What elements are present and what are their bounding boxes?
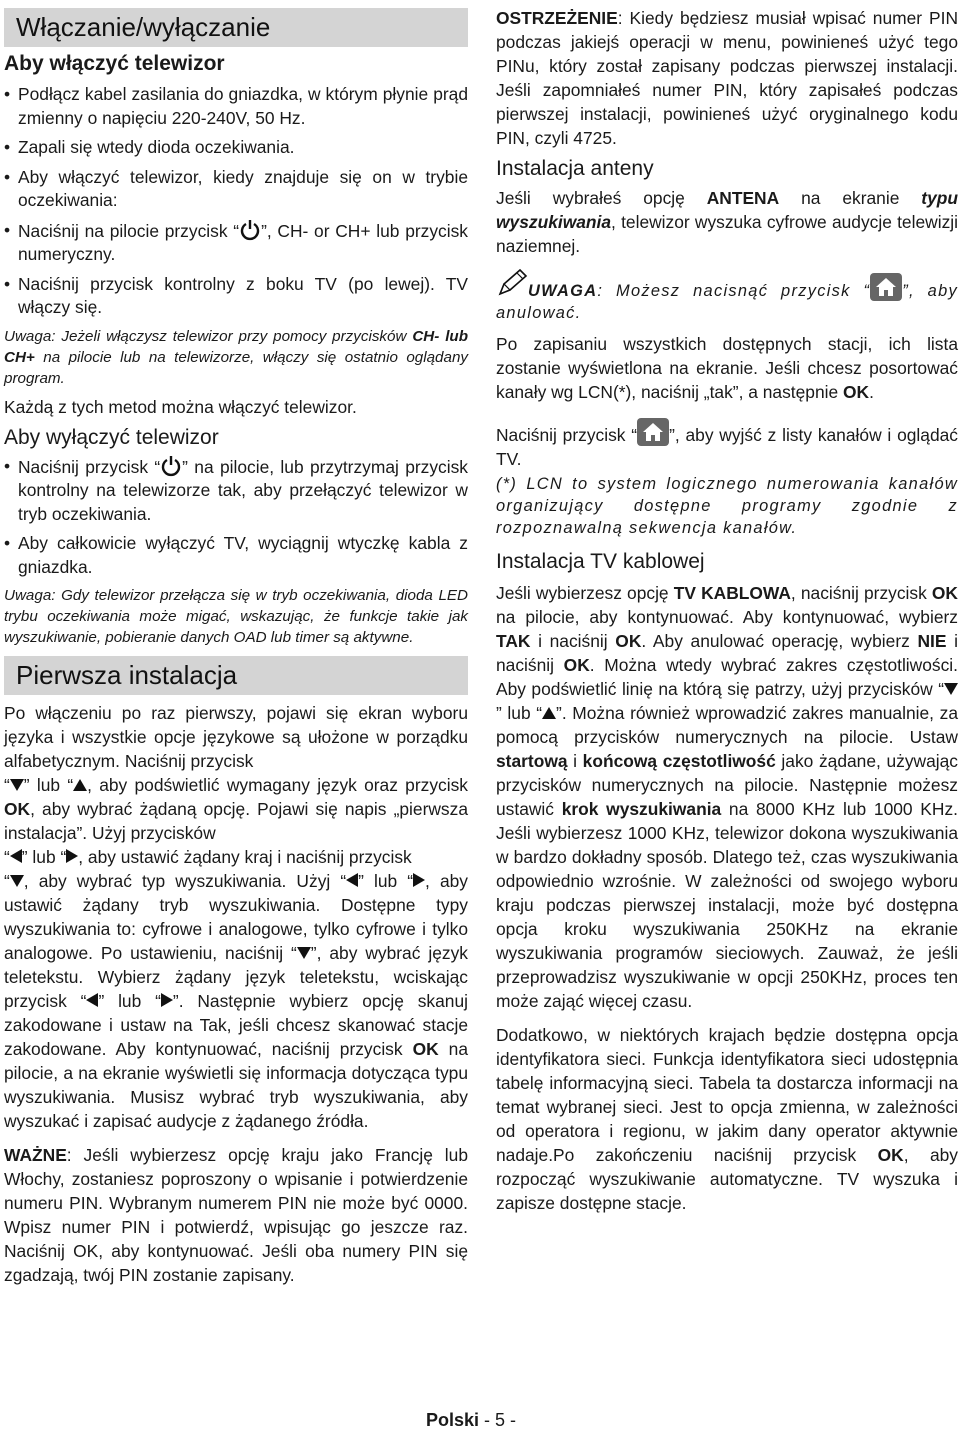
page-footer	[426, 1410, 516, 1431]
home-button-icon	[870, 273, 902, 301]
bullet-unplug: • Aby całkowicie wyłączyć TV, wyciągnij wtyczkę kabla z gniazdka.	[4, 532, 468, 579]
left-column	[4, 8, 468, 1293]
each-method-text: Każdą z tych metod można włączyć telewizor.	[4, 396, 357, 417]
note-channel-buttons: Uwaga: Jeżeli włączysz telewizor przy pomocy przycisków CH- lub CH+ na pilocie lub na telewizorze, włączy się ostatnio oglądany program.	[4, 327, 468, 387]
power-icon	[239, 219, 261, 241]
home-button-icon	[637, 418, 669, 446]
up-arrow-icon	[542, 707, 556, 719]
right-column	[496, 8, 958, 1221]
lcn-note: (*) LCN to system logicznego numerowania kanałów organizujący dostępne programy zgodnie z rozpoznawalną sekwencja kanałów.	[496, 475, 958, 537]
section-title-first-install: Pierwsza instalacja	[4, 656, 468, 695]
down-arrow-icon	[10, 875, 24, 887]
warning-paragraph: OSTRZEŻENIE: Kiedy będziesz musiał wpisać numer PIN podczas jakiejś operacji w menu, powinieneś użyć tego PINu, który został zapisany podczas pierwszej instalacji. Jeśli zapomniałeś numer PIN, który zapisałeś podczas pierwszej instalacji, powinieneś użyć oryginalnego kodu PIN, czyli 4725.	[496, 8, 958, 148]
first-install-paragraph: Po włączeniu po raz pierwszy, pojawi się ekran wyboru języka i wszystkie opcje językowe są ułożone w porządku alfabetycznym. Naciśnij przycisk “ ” lub “ , aby podświetlić wymagany język oraz przycisk OK, aby wybrać żądaną opcję. Pojawi się napis „pierwsza instalacja”. Użyj przycisków “ ” lub “ , aby ustawić żądany kraj i naciśnij przycisk “ , aby wybrać typ wyszukiwania. Użyj “ ” lub “ , aby ustawić żądany tryb wyszukiwania. Dostępne typy wyszukiwania to: cyfrowe i analogowe, tylko cyfrowe i tylko analogowe. Po ustawieniu, naciśnij “ ”, aby wybrać język teletekstu. Wybierz żądany język teletekstu, wciskając przycisk “ ” lub “ ”. Następnie wybierz opcję skanuj zakodowane i ustaw na Tak, jeśli chcesz skanować stacje zakodowane. Aby kontynuować, naciśnij przycisk OK na pilocie, a na ekranie wyświetli się informacja dotycząca typu wyszukiwania. Musisz wybrać tryb wyszukiwania, aby wyszukać i zapisać audycje z żądanego źródła.	[4, 703, 468, 1131]
note-cancel: UWAGA: Możesz nacisnąć przycisk “ ”, aby anulować.	[496, 268, 958, 324]
network-paragraph: Dodatkowo, w niektórych krajach będzie dostępna opcja identyfikatora sieci. Funkcja identyfikatora sieci udostępnia tabelę informacyjną sieci. Tabela ta dostarcza informacji na temat wybranej sieci. Jest to opcja zmienna, w zależności od operatora i regionu, w jakim dany operator aktywnie nadaje.Po zakończeniu naciśnij przycisk OK, aby rozpocząć wyszukiwanie automatyczne. TV wyszuka i zapisze dostępne stacje.	[496, 1025, 959, 1213]
pencil-icon	[496, 268, 528, 298]
footer-page-number: - 5 -	[479, 1410, 517, 1430]
left-arrow-icon	[10, 849, 22, 863]
bullet-from-standby: • Aby włączyć telewizor, kiedy znajduje się on w trybie oczekiwania:	[4, 166, 468, 213]
heading-turn-on: Aby włączyć telewizor	[4, 52, 225, 75]
note-standby-led: Uwaga: Gdy telewizor przełącza się w tryb oczekiwania, dioda LED trybu oczekiwania może migać, wskazując, że funkcje takie jak wyszukiwanie, pobieranie danych OAD lub timer są aktywne.	[4, 587, 468, 646]
cable-paragraph: Jeśli wybierzesz opcję TV KABLOWA, naciśnij przycisk OK na pilocie, aby kontynuować. Aby kontynuować, wybierz TAK i naciśnij OK. Aby anulować operację, wybierz NIE i naciśnij OK. Można wtedy wybrać zakres częstotliwości. Aby podświetlić linię na którą się patrzy, użyj przycisków “” lub “ ”. Można również wprowadzić zakres manualnie, za pomocą przycisków numerycznych na pilocie. Ustaw startową i końcową częstotliwość jako żądane, używając przycisków numerycznych na pilocie. Następnie możesz ustawić krok wyszukiwania na 8000 KHz lub 1000 KHz. Jeśli wybierzesz 1000 KHz, telewizor dokona wyszukiwania w bardzo dokładny sposób. Dlatego też, czas wyszukiwania odpowiednio wzrośnie. W zależności od swojego wyboru kraju podczas pierwszej instalacji, może być dostępna opcja kroku wyszukiwania 250KHz na ekranie wyszukiwania programów sieciowych. Zauważ, że jeśli przeprowadzisz wyszukiwanie w opcji 250KHz, proces ten może zająć więcej czasu.	[496, 583, 959, 1011]
down-arrow-icon	[10, 779, 24, 791]
bullet-press-side: • Naciśnij przycisk kontrolny z boku TV (po lewej). TV włączy się.	[4, 273, 468, 320]
heading-cable: Instalacja TV kablowej	[496, 550, 705, 573]
footer-language: Polski	[426, 1410, 480, 1430]
right-arrow-icon	[66, 849, 78, 863]
right-arrow-icon	[413, 873, 425, 887]
left-arrow-icon	[86, 993, 98, 1007]
bullet-plug: • Podłącz kabel zasilania do gniazdka, w którym płynie prąd zmienny o napięciu 220-240V, 50 Hz.	[4, 83, 468, 130]
antenna-paragraph: Jeśli wybrałeś opcję ANTENA na ekranie typu wyszukiwania, telewizor wyszuka cyfrowe audycje telewizji naziemnej.	[496, 188, 958, 256]
up-arrow-icon	[73, 779, 87, 791]
section-title-power: Włączanie/wyłączanie	[4, 8, 468, 47]
bullet-standby-led: • Zapali się wtedy dioda oczekiwania.	[4, 136, 468, 160]
power-icon	[160, 455, 182, 477]
down-arrow-icon	[297, 947, 311, 959]
down-arrow-icon	[944, 683, 958, 695]
left-arrow-icon	[346, 873, 358, 887]
exit-paragraph: Naciśnij przycisk “ ”, aby wyjść z listy kanałów i oglądać TV.	[496, 418, 958, 471]
heading-turn-off: Aby wyłączyć telewizor	[4, 425, 219, 449]
after-save-paragraph: Po zapisaniu wszystkich dostępnych stacji, ich lista zostanie wyświetlona na ekranie. Jeśli chcesz posortować kanały wg LCN(*), naciśnij „tak”, a następnie OK.	[496, 334, 958, 402]
bullet-off-press: • Naciśnij przycisk “ ” na pilocie, lub przytrzymaj przycisk kontrolny na telewizorze tak, aby przełączyć telewizor w tryb oczekiwania.	[4, 455, 468, 527]
important-paragraph: WAŻNE: Jeśli wybierzesz opcję kraju jako Francję lub Włochy, zostaniesz poproszony o wpisanie i potwierdzenie numeru PIN. Wybranym numerem PIN nie może być 0000. Wpisz numer PIN i potwierdź, wpisując go jeszcze raz. Naciśnij OK, aby kontynuować. Jeśli oba numery PIN się zgadzają, twój PIN zostanie zapisany.	[4, 1145, 468, 1285]
right-arrow-icon	[161, 993, 173, 1007]
heading-antenna: Instalacja anteny	[496, 157, 654, 180]
bullet-press-remote: • Naciśnij na pilocie przycisk “ ”, CH- or CH+ lub przycisk numeryczny.	[4, 219, 468, 267]
